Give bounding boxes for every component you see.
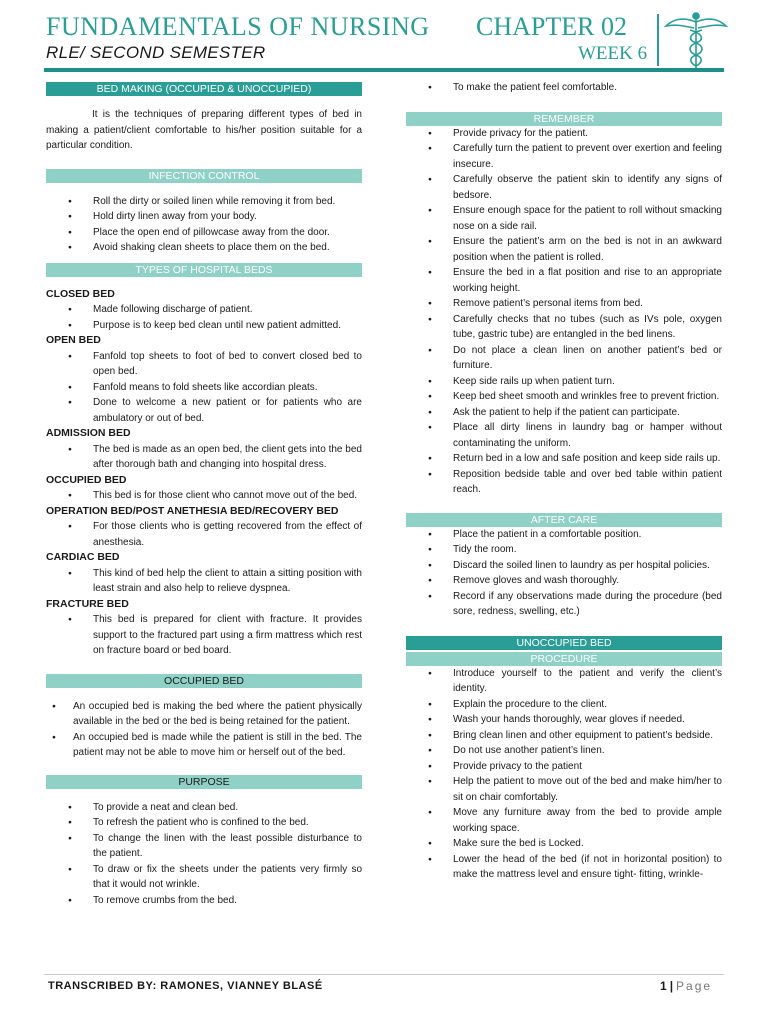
list-item: ● To remove crumbs from the bed. bbox=[46, 893, 362, 909]
list-item: ● Reposition bedside table and over bed table within patient reach. bbox=[406, 467, 722, 498]
list-item: ● Place the patient in a comfortable position. bbox=[406, 527, 722, 543]
purpose-list bbox=[46, 800, 362, 909]
page-separator: | bbox=[669, 979, 674, 993]
header-rule bbox=[44, 68, 724, 72]
after-care-banner: AFTER CARE bbox=[406, 513, 722, 527]
list-item: ● Carefully checks that no tubes (such as IVs pole, oxygen tube, gastric tube) are entangled in the bed linens. bbox=[406, 312, 722, 343]
list-item: ● Tidy the room. bbox=[406, 542, 722, 558]
list-item: ● Lower the head of the bed (if not in horizontal position) to make the mattress level and ensure tight- fitting, wrinkle- bbox=[406, 852, 722, 883]
list-item: ● Avoid shaking clean sheets to place them on the bed. bbox=[46, 240, 362, 256]
list-item: ● Roll the dirty or soiled linen while removing it from bed. bbox=[46, 194, 362, 210]
list-item: ● Carefully turn the patient to prevent over exertion and feeling insecure. bbox=[406, 141, 722, 172]
bed-type-title: OCCUPIED BED bbox=[46, 473, 127, 486]
list-item: ● To draw or fix the sheets under the patients very firmly so that it would not wrinkle. bbox=[46, 862, 362, 893]
bed-type-title: ADMISSION BED bbox=[46, 427, 131, 439]
list-item: ● For those clients who is getting recovered from the effect of anesthesia. bbox=[46, 519, 362, 550]
list-item: ● Do not use another patient’s linen. bbox=[406, 743, 722, 759]
operation-bed-section bbox=[46, 504, 362, 551]
list-item: ● Return bed in a low and safe position and keep side rails up. bbox=[406, 451, 722, 467]
cardiac-bed-section bbox=[46, 550, 362, 597]
caduceus-logo-icon bbox=[664, 10, 728, 70]
transcriber-credit: TRANSCRIBED BY: RAMONES, VIANNEY BLASÉ bbox=[48, 980, 323, 992]
list-item: ● Provide privacy for the patient. bbox=[406, 126, 722, 142]
list-item: ● An occupied bed is made while the patient is still in the bed. The patient may not be able to move him or herself out of the bed. bbox=[46, 730, 362, 761]
list-item: ● An occupied bed is making the bed where the patient physically available in the bed or the bed is being retained for the patient. bbox=[46, 699, 362, 730]
chapter-label: CHAPTER 02 bbox=[476, 12, 627, 41]
list-item: ● Do not place a clean linen on another patient’s bed or furniture. bbox=[406, 343, 722, 374]
closed-bed-section bbox=[46, 287, 362, 334]
continued-purpose-list bbox=[406, 80, 722, 96]
list-item: ● Discard the soiled linen to laundry as per hospital policies. bbox=[406, 558, 722, 574]
infection-control-banner: INFECTION CONTROL bbox=[46, 169, 362, 183]
page-number: 1 bbox=[660, 979, 667, 993]
list-item: ● Explain the procedure to the client. bbox=[406, 697, 722, 713]
procedure-list bbox=[406, 666, 722, 883]
occupied-bed-banner: OCCUPIED BED bbox=[46, 674, 362, 688]
week-label: WEEK 6 bbox=[578, 43, 648, 64]
occupied-bed-type-section bbox=[46, 473, 362, 504]
list-item: ● Remove patient’s personal items from bed. bbox=[406, 296, 722, 312]
list-item: ● Keep bed sheet smooth and wrinkles free to prevent friction. bbox=[406, 389, 722, 405]
list-item: ● Ensure enough space for the patient to roll without smacking nose on a side rail. bbox=[406, 203, 722, 234]
list-item: ● To change the linen with the least possible disturbance to the patient. bbox=[46, 831, 362, 862]
list-item: ● Wash your hands thoroughly, wear gloves if needed. bbox=[406, 712, 722, 728]
fracture-bed-section bbox=[46, 597, 362, 659]
list-item: ● Move any furniture away from the bed to provide ample working space. bbox=[406, 805, 722, 836]
list-item: ● Hold dirty linen away from your body. bbox=[46, 209, 362, 225]
after-care-list bbox=[406, 527, 722, 620]
open-bed-section bbox=[46, 333, 362, 426]
list-item: ● Make sure the bed is Locked. bbox=[406, 836, 722, 852]
list-item: ● Keep side rails up when patient turn. bbox=[406, 374, 722, 390]
remember-list bbox=[406, 126, 722, 498]
bed-type-title: OPEN BED bbox=[46, 334, 101, 346]
page-indicator bbox=[660, 979, 712, 993]
list-item: ● Record if any observations made during the procedure (bed sore, redness, swelling, etc.) bbox=[406, 589, 722, 620]
bed-type-title: FRACTURE BED bbox=[46, 597, 129, 610]
procedure-banner: PROCEDURE bbox=[406, 652, 722, 666]
list-item: ● To provide a neat and clean bed. bbox=[46, 800, 362, 816]
list-item: ● Fanfold means to fold sheets like accordian pleats. bbox=[46, 380, 362, 396]
list-item: ● Bring clean linen and other equipment to patient’s bedside. bbox=[406, 728, 722, 744]
list-item: ● Help the patient to move out of the bed and make him/her to sit on chair comfortably. bbox=[406, 774, 722, 805]
purpose-banner: PURPOSE bbox=[46, 775, 362, 789]
bed-type-title: OPERATION BED/POST ANETHESIA BED/RECOVERY BED bbox=[46, 504, 339, 517]
intro-paragraph: It is the techniques of preparing different types of bed in making a patient/client comfortable to his/her position suitable for a particular condition. bbox=[46, 109, 362, 151]
list-item: ● Introduce yourself to the patient and verify the client’s identity. bbox=[406, 666, 722, 697]
page-label: Page bbox=[676, 979, 713, 993]
list-item: ● Ask the patient to help if the patient can participate. bbox=[406, 405, 722, 421]
list-item: ● Fanfold top sheets to foot of bed to convert closed bed to open bed. bbox=[46, 349, 362, 380]
list-item: ● Done to welcome a new patient or for patients who are ambulatory or out of bed. bbox=[46, 395, 362, 426]
unoccupied-bed-banner: UNOCCUPIED BED bbox=[406, 636, 722, 650]
remember-banner: REMEMBER bbox=[406, 112, 722, 126]
list-item: ● This kind of bed help the client to attain a sitting position with least strain and also help to relieve dyspnea. bbox=[46, 566, 362, 597]
footer-rule bbox=[44, 974, 724, 975]
list-item: ● Ensure the patient’s arm on the bed is not in an awkward position when the patient is rolled. bbox=[406, 234, 722, 265]
header-divider bbox=[657, 14, 659, 66]
list-item: ● Carefully observe the patient skin to identify any signs of bedsore. bbox=[406, 172, 722, 203]
list-item: ● Remove gloves and wash thoroughly. bbox=[406, 573, 722, 589]
bed-type-title: CLOSED BED bbox=[46, 287, 115, 300]
semester-subtitle: RLE/ SECOND SEMESTER bbox=[46, 43, 266, 62]
list-item: ● To make the patient feel comfortable. bbox=[406, 80, 722, 96]
list-item: ● Provide privacy to the patient bbox=[406, 759, 722, 775]
list-item: ● Purpose is to keep bed clean until new patient admitted. bbox=[46, 318, 362, 334]
list-item: ● The bed is made as an open bed, the client gets into the bed after thorough bath and changing into hospital dress. bbox=[46, 442, 362, 473]
admission-bed-section bbox=[46, 426, 362, 473]
occupied-bed-list bbox=[46, 699, 362, 761]
list-item: ● Made following discharge of patient. bbox=[46, 302, 362, 318]
types-of-beds-banner: TYPES OF HOSPITAL BEDS bbox=[46, 263, 362, 277]
bed-type-title: CARDIAC BED bbox=[46, 551, 120, 563]
right-column bbox=[406, 80, 722, 883]
list-item: ● Ensure the bed in a flat position and rise to an appropriate working height. bbox=[406, 265, 722, 296]
list-item: ● To refresh the patient who is confined to the bed. bbox=[46, 815, 362, 831]
list-item: ● This bed is prepared for client with fracture. It provides support to the fractured part using a firm mattress which rest on fracture board or bed board. bbox=[46, 612, 362, 659]
list-item: ● Place the open end of pillowcase away from the door. bbox=[46, 225, 362, 241]
bed-making-banner: BED MAKING (OCCUPIED & UNOCCUPIED) bbox=[46, 82, 362, 96]
list-item: ● This bed is for those client who cannot move out of the bed. bbox=[46, 488, 362, 504]
left-column bbox=[46, 80, 362, 908]
course-title: FUNDAMENTALS OF NURSING bbox=[46, 12, 430, 41]
list-item: ● Place all dirty linens in laundry bag or hamper without contaminating the uniform. bbox=[406, 420, 722, 451]
infection-control-list bbox=[46, 194, 362, 256]
